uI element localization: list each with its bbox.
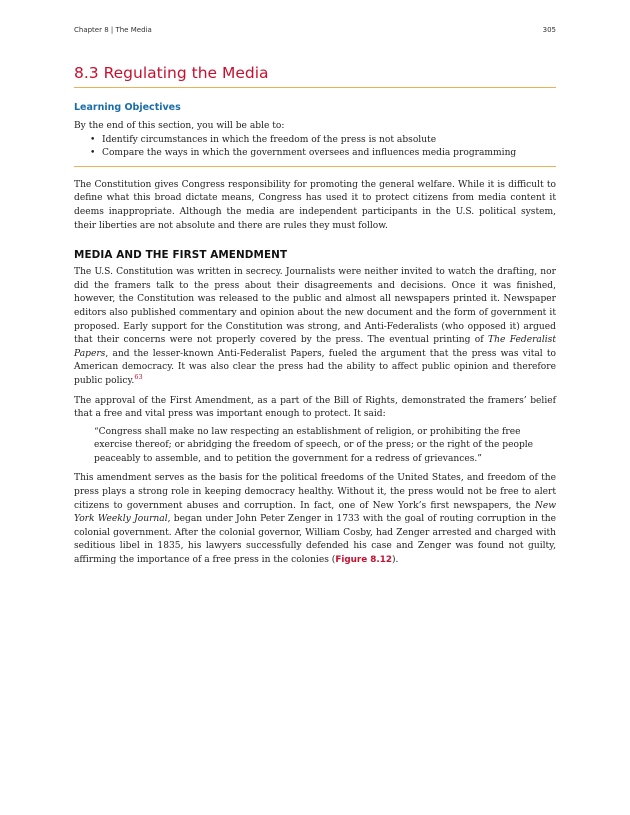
paragraph-text: The U.S. Constitution was written in secrecy. Journalists were neither invited to watch the drafting, nor did the framers talk to the press about their disagreements and decisions. Once it was finished, however, the Constitution was released to the public and almost all newspapers printed it. Newspaper editors also published commentary and opinion about the new document and the form of government it proposed. Early support for the Constitution was strong, and Anti-Federalists (who opposed it) argued that their concerns were not properly covered by the press. The eventual printing of [74,267,556,346]
section-title: 8.3 Regulating the Media [74,64,556,88]
paragraph-text: , and the lesser-known Anti-Federalist Papers, fueled the argument that the press was vital to American democracy. It was also clear the press had the ability to affect public opinion and therefore public policy. [74,348,556,386]
paragraph-zenger [74,472,556,567]
first-amendment-quote: “Congress shall make no law respecting an establishment of religion, or prohibiting the free exercise thereof; or abridging the freedom of speech, or of the press; or the right of the people peaceably to assemble, and to petition the government for a redress of grievances.” [94,426,534,464]
newspaper-title: New York Weekly Journal [74,500,556,525]
objective-text: Identify circumstances in which the freedom of the press is not absolute [102,134,437,145]
learning-objectives-list [74,134,556,167]
page-content [74,64,556,568]
paragraph-text: , began under John Peter Zenger in 1733 with the goal of routing corruption in the colonial government. After the colonial governor, William Cosby, had Zenger arrested and charged with seditious libel in 1835, his lawyers successfully defended his case and Zenger was found not guilty, affirming the importance of a free press in the colonies ( [74,514,556,566]
learning-objectives-intro: By the end of this section, you will be able to: [74,121,285,131]
learning-objectives-heading: Learning Objectives [74,102,181,113]
running-header [74,26,556,38]
paragraph-first-amendment: The approval of the First Amendment, as a part of the Bill of Rights, demonstrated the framers’ belief that a free and vital press was important enough to protect. It said: [74,395,556,420]
learning-objectives-box [74,102,556,167]
figure-link[interactable]: Figure 8.12 [335,555,392,566]
objective-text: Compare the ways in which the government oversees and influences media programming [102,148,517,159]
paragraph-text: ). [391,555,399,566]
list-item [74,147,556,161]
intro-paragraph: The Constitution gives Congress responsibility for promoting the general welfare. While it is difficult to define what this broad dictate means, Congress has used it to protect citizens from media content it deems inappropriate. Although the media are independent participants in the U.S. political system, their liberties are not absolute and there are rules they must follow. [74,179,556,231]
book-title: The Federalist Papers [74,335,556,359]
footnote-link[interactable]: 63 [134,372,143,381]
bullet-icon: • [90,148,96,159]
list-item [74,134,556,148]
paragraph-text: This amendment serves as the basis for the political freedoms of the United States, and freedom of the press plays a strong role in keeping democracy healthy. Without it, the press would not be free to alert citizens to government abuses and corruption. In fact, one of New York’s first newspapers, the [74,473,556,511]
bullet-icon: • [90,134,96,145]
paragraph-constitution [74,266,556,388]
subsection-heading: MEDIA AND THE FIRST AMENDMENT [74,249,288,262]
chapter-label: Chapter 8 | The Media [74,26,152,34]
page-number: 305 [542,26,556,34]
